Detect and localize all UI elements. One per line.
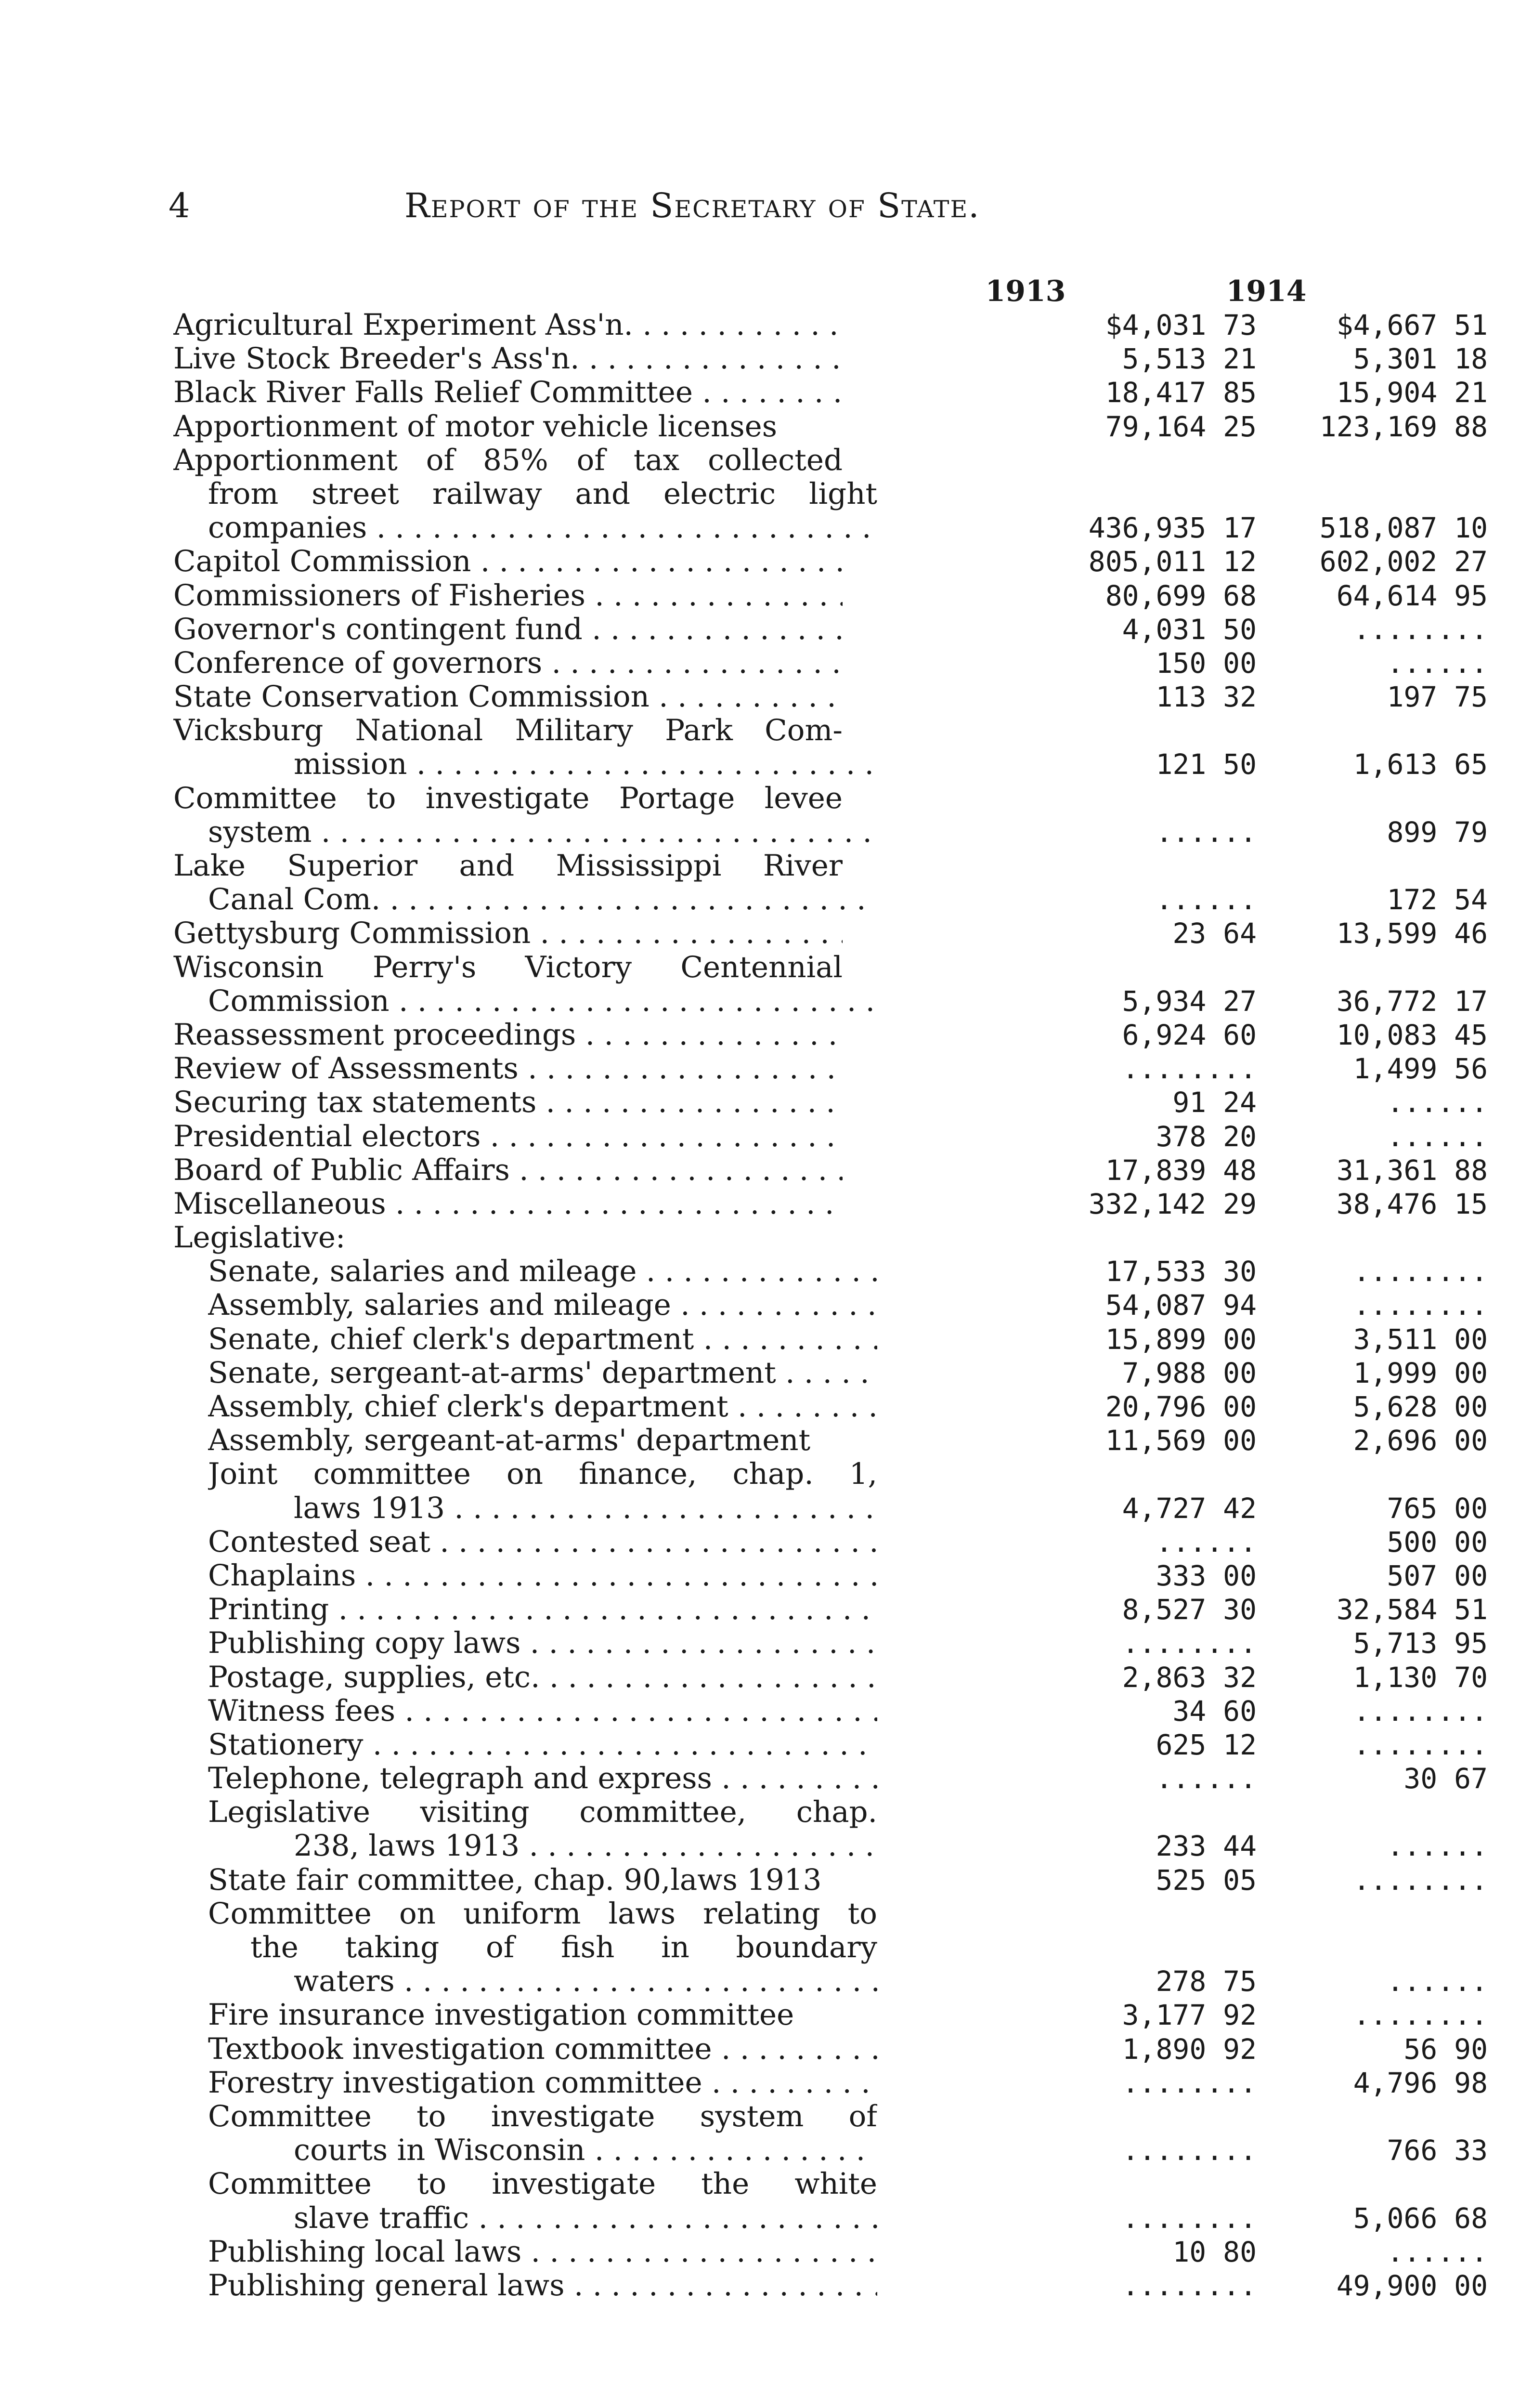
row-label: Postage, supplies, etc. . . . xyxy=(208,1661,877,1694)
row-label: Wisconsin Perry's Victory Centennial xyxy=(173,950,843,984)
value-1913: 332,142 29 xyxy=(1088,1187,1257,1220)
table-row xyxy=(173,1626,1488,1661)
value-1914: ........ xyxy=(1353,1863,1488,1897)
table-row xyxy=(173,1086,1488,1120)
value-1913: 5,934 27 xyxy=(1122,984,1257,1018)
page-title: Report of the Secretary of State. xyxy=(404,186,980,225)
value-1913: 10 80 xyxy=(1172,2235,1257,2268)
value-1914: 766 33 xyxy=(1387,2134,1488,2167)
value-1913: 7,988 00 xyxy=(1122,1356,1257,1389)
value-1914: ...... xyxy=(1387,1830,1488,1863)
value-1913: ........ xyxy=(1122,2134,1257,2167)
table-row xyxy=(173,1221,1329,1255)
row-label: Committee to investigate the white xyxy=(208,2167,877,2201)
table-row xyxy=(173,1491,1488,1525)
value-1914: 13,599 46 xyxy=(1336,917,1488,950)
value-1914: 5,713 95 xyxy=(1353,1627,1488,1660)
value-1913: ...... xyxy=(1156,1525,1257,1558)
row-label: Joint committee on finance, chap. 1, xyxy=(208,1457,877,1492)
table-row xyxy=(173,1964,1488,1999)
value-1914: ........ xyxy=(1353,613,1488,646)
value-1914: 56 90 xyxy=(1403,2032,1488,2066)
value-1914: 1,499 56 xyxy=(1353,1052,1488,1086)
value-1913: 23 64 xyxy=(1172,917,1257,950)
value-1913: 378 20 xyxy=(1156,1120,1257,1153)
value-1913: 80,699 68 xyxy=(1105,579,1257,612)
value-1913: 525 05 xyxy=(1156,1863,1257,1897)
value-1913: 34 60 xyxy=(1172,1694,1257,1727)
value-1913: 17,839 48 xyxy=(1105,1153,1257,1187)
value-1914: 507 00 xyxy=(1387,1559,1488,1592)
value-1913: 17,533 30 xyxy=(1105,1255,1257,1288)
value-1913: ...... xyxy=(1156,815,1257,849)
value-1913: 5,513 21 xyxy=(1122,342,1257,376)
table-row xyxy=(173,1998,1488,2032)
value-1914: $4,667 51 xyxy=(1336,309,1488,341)
value-1914: 197 75 xyxy=(1387,681,1488,714)
row-label: Textbook investigation committee . . . xyxy=(208,2032,877,2066)
value-1914: 64,614 95 xyxy=(1336,579,1488,612)
row-label: Canal Com. . . . xyxy=(208,883,877,916)
value-1913: 233 44 xyxy=(1156,1830,1257,1863)
table-row xyxy=(173,2235,1488,2269)
table-row xyxy=(173,1356,1488,1390)
table-row xyxy=(173,782,1329,815)
table-row xyxy=(173,1288,1488,1322)
table-row xyxy=(173,1390,1488,1424)
row-label: State Conservation Commission . . . xyxy=(173,680,843,714)
table-row xyxy=(173,612,1488,646)
row-label: Contested seat . . . xyxy=(208,1525,877,1559)
column-header-1913: 1913 xyxy=(985,275,1066,308)
row-label: courts in Wisconsin . . . xyxy=(294,2133,877,2167)
table-row xyxy=(173,1119,1488,1153)
table-row xyxy=(173,2133,1488,2168)
expenditure-table xyxy=(173,308,1488,2303)
table-row xyxy=(173,883,1488,917)
value-1914: 5,301 18 xyxy=(1353,342,1488,376)
table-row xyxy=(173,916,1488,951)
value-1913: ........ xyxy=(1122,1627,1257,1660)
table-row xyxy=(173,714,1329,747)
row-label: Printing . . . xyxy=(208,1593,877,1626)
table-row xyxy=(173,849,1329,883)
table-row xyxy=(173,1018,1488,1052)
table-row xyxy=(173,1457,1329,1491)
row-label: Fire insurance investigation committee xyxy=(208,1998,794,2032)
value-1914: ........ xyxy=(1353,1728,1488,1761)
table-row xyxy=(173,1829,1488,1863)
row-label: Committee to investigate system of xyxy=(208,2099,877,2133)
table-row xyxy=(173,511,1488,545)
value-1913: 6,924 60 xyxy=(1122,1018,1257,1051)
table-row xyxy=(173,1727,1488,1762)
value-1914: ........ xyxy=(1353,1999,1488,2032)
table-row xyxy=(173,951,1329,984)
row-label: Assembly, chief clerk's department . . . xyxy=(208,1390,877,1424)
value-1913: 333 00 xyxy=(1156,1559,1257,1592)
row-label: Witness fees . . . xyxy=(208,1694,877,1728)
value-1913: 805,011 12 xyxy=(1088,545,1257,578)
value-1913: 121 50 xyxy=(1156,748,1257,781)
row-label: laws 1913 . . . xyxy=(294,1492,877,1525)
table-row xyxy=(173,308,1488,342)
row-label: Senate, salaries and mileage . . . xyxy=(208,1255,877,1288)
value-1913: 1,890 92 xyxy=(1122,2032,1257,2066)
table-row xyxy=(173,984,1488,1018)
row-label: Conference of governors . . . xyxy=(173,646,843,680)
row-label: waters . . . xyxy=(294,1964,877,1998)
table-row xyxy=(173,578,1488,613)
value-1914: 38,476 15 xyxy=(1336,1187,1488,1220)
value-1914: 1,130 70 xyxy=(1353,1661,1488,1694)
table-row xyxy=(173,545,1488,579)
value-1914: ...... xyxy=(1387,646,1488,680)
row-label: Miscellaneous . . . xyxy=(173,1187,843,1221)
value-1913: 91 24 xyxy=(1172,1086,1257,1119)
value-1914: 765 00 xyxy=(1387,1492,1488,1525)
table-row xyxy=(173,2100,1329,2133)
row-label: system . . . xyxy=(208,815,877,849)
value-1913: 4,031 50 xyxy=(1122,613,1257,646)
value-1913: 3,177 92 xyxy=(1122,1999,1257,2032)
row-label: Committee on uniform laws relating to xyxy=(208,1897,877,1931)
table-row xyxy=(173,1255,1488,1289)
table-row xyxy=(173,1694,1488,1728)
value-1913: 18,417 85 xyxy=(1105,376,1257,409)
value-1913: ........ xyxy=(1122,2201,1257,2235)
column-headers xyxy=(0,272,1533,311)
row-label: Legislative: xyxy=(173,1221,346,1255)
row-label: Capitol Commission . . . xyxy=(173,545,843,578)
row-label: Telephone, telegraph and express . . . xyxy=(208,1762,877,1795)
table-row xyxy=(173,2066,1488,2100)
table-row xyxy=(173,2201,1488,2235)
row-label: Commission . . . xyxy=(208,984,877,1018)
value-1913: ...... xyxy=(1156,1762,1257,1795)
value-1914: 1,999 00 xyxy=(1353,1356,1488,1389)
row-label: Apportionment of motor vehicle licenses xyxy=(173,409,778,444)
table-row xyxy=(173,477,1329,511)
value-1913: 79,164 25 xyxy=(1105,410,1257,443)
value-1914: ...... xyxy=(1387,2235,1488,2268)
table-row xyxy=(173,1525,1488,1559)
value-1914: ...... xyxy=(1387,1120,1488,1153)
value-1914: 5,066 68 xyxy=(1353,2201,1488,2235)
value-1914: 15,904 21 xyxy=(1336,376,1488,409)
table-row xyxy=(173,2167,1329,2201)
row-label: Board of Public Affairs . . . xyxy=(173,1153,843,1187)
table-row xyxy=(173,409,1488,444)
row-label: Publishing copy laws . . . xyxy=(208,1626,877,1660)
value-1913: 4,727 42 xyxy=(1122,1492,1257,1525)
table-row xyxy=(173,342,1488,376)
value-1914: 32,584 51 xyxy=(1336,1593,1488,1626)
table-row xyxy=(173,2268,1488,2303)
row-label: 238, laws 1913 . . . xyxy=(294,1829,877,1863)
value-1914: ...... xyxy=(1387,1086,1488,1119)
table-row xyxy=(173,1897,1329,1931)
value-1914: 123,169 88 xyxy=(1319,410,1488,443)
row-label: Legislative visiting committee, chap. xyxy=(208,1795,877,1830)
value-1913: ........ xyxy=(1122,1052,1257,1086)
value-1914: 172 54 xyxy=(1387,883,1488,916)
value-1914: 500 00 xyxy=(1387,1525,1488,1558)
page-header xyxy=(169,179,1189,232)
table-row xyxy=(173,376,1488,410)
row-label: Lake Superior and Mississippi River xyxy=(173,849,843,883)
table-row xyxy=(173,1558,1488,1593)
row-label: from street railway and electric light xyxy=(208,477,877,511)
value-1913: $4,031 73 xyxy=(1105,309,1257,341)
row-label: Live Stock Breeder's Ass'n. . . . xyxy=(173,342,843,376)
row-label: Governor's contingent fund . . . xyxy=(173,613,843,646)
row-label: Chaplains . . . xyxy=(208,1559,877,1593)
row-label: Assembly, salaries and mileage . . . xyxy=(208,1288,877,1322)
row-label: mission . . . xyxy=(294,747,877,781)
table-row xyxy=(173,747,1488,782)
row-label: Forestry investigation committee . . . xyxy=(208,2066,877,2100)
table-row xyxy=(173,2032,1488,2066)
value-1913: 2,863 32 xyxy=(1122,1661,1257,1694)
row-label: Reassessment proceedings . . . xyxy=(173,1018,843,1052)
value-1914: 1,613 65 xyxy=(1353,748,1488,781)
table-row xyxy=(173,444,1329,477)
value-1913: 113 32 xyxy=(1156,681,1257,714)
table-row xyxy=(173,680,1488,714)
row-label: Agricultural Experiment Ass'n. . . . xyxy=(173,308,843,342)
value-1913: 625 12 xyxy=(1156,1728,1257,1761)
table-row xyxy=(173,1660,1488,1694)
table-row xyxy=(173,1153,1488,1187)
row-label: Publishing general laws . . . xyxy=(208,2269,877,2303)
value-1913: 11,569 00 xyxy=(1105,1424,1257,1457)
value-1914: ........ xyxy=(1353,1289,1488,1322)
value-1914: 2,696 00 xyxy=(1353,1424,1488,1457)
row-label: Securing tax statements . . . xyxy=(173,1086,843,1119)
row-label: State fair committee, chap. 90,laws 1913 xyxy=(208,1863,822,1897)
value-1914: 4,796 98 xyxy=(1353,2066,1488,2099)
value-1913: 150 00 xyxy=(1156,646,1257,680)
row-label: Senate, sergeant-at-arms' department . . . xyxy=(208,1356,877,1390)
table-row xyxy=(173,646,1488,680)
table-row xyxy=(173,1863,1488,1897)
row-label: Gettysburg Commission . . . xyxy=(173,916,843,950)
value-1913: 15,899 00 xyxy=(1105,1322,1257,1356)
table-row xyxy=(173,815,1488,849)
value-1914: 49,900 00 xyxy=(1336,2269,1488,2302)
table-row xyxy=(173,1795,1329,1829)
value-1913: 8,527 30 xyxy=(1122,1593,1257,1626)
value-1914: ........ xyxy=(1353,1694,1488,1727)
table-row xyxy=(173,1593,1488,1627)
value-1913: 278 75 xyxy=(1156,1965,1257,1998)
value-1914: 3,511 00 xyxy=(1353,1322,1488,1356)
value-1914: 899 79 xyxy=(1387,815,1488,849)
value-1913: 436,935 17 xyxy=(1088,511,1257,545)
table-row xyxy=(173,1322,1488,1356)
table-row xyxy=(173,1187,1488,1221)
row-label: Assembly, sergeant-at-arms' department xyxy=(208,1424,811,1458)
row-label: Review of Assessments . . . xyxy=(173,1052,843,1086)
row-label: Black River Falls Relief Committee . . . xyxy=(173,376,843,409)
row-label: Commissioners of Fisheries . . . xyxy=(173,579,843,613)
value-1914: 36,772 17 xyxy=(1336,984,1488,1018)
value-1914: 31,361 88 xyxy=(1336,1153,1488,1187)
row-label: Senate, chief clerk's department . . . xyxy=(208,1322,877,1356)
row-label: Vicksburg National Military Park Com- xyxy=(173,714,843,748)
column-header-1914: 1914 xyxy=(1226,275,1307,308)
value-1913: ...... xyxy=(1156,883,1257,916)
row-label: the taking of fish in boundary xyxy=(250,1931,877,1964)
row-label: Committee to investigate Portage levee xyxy=(173,781,843,815)
page-number: 4 xyxy=(169,186,190,225)
value-1914: 10,083 45 xyxy=(1336,1018,1488,1051)
row-label: companies . . . xyxy=(208,511,877,545)
value-1914: 30 67 xyxy=(1403,1762,1488,1795)
row-label: Presidential electors . . . xyxy=(173,1120,843,1153)
table-row xyxy=(173,1762,1488,1796)
table-row xyxy=(173,1424,1488,1458)
value-1913: 54,087 94 xyxy=(1105,1289,1257,1322)
value-1914: ...... xyxy=(1387,1965,1488,1998)
value-1914: 518,087 10 xyxy=(1319,511,1488,545)
value-1913: ........ xyxy=(1122,2269,1257,2302)
value-1914: ........ xyxy=(1353,1255,1488,1288)
row-label: Stationery . . . xyxy=(208,1728,877,1762)
table-row xyxy=(173,1931,1329,1964)
value-1914: 5,628 00 xyxy=(1353,1390,1488,1423)
row-label: Apportionment of 85% of tax collected xyxy=(173,443,843,477)
value-1914: 602,002 27 xyxy=(1319,545,1488,578)
row-label: slave traffic . . . xyxy=(294,2201,877,2235)
value-1913: ........ xyxy=(1122,2066,1257,2099)
row-label: Publishing local laws . . . xyxy=(208,2235,877,2269)
table-row xyxy=(173,1052,1488,1086)
value-1913: 20,796 00 xyxy=(1105,1390,1257,1423)
